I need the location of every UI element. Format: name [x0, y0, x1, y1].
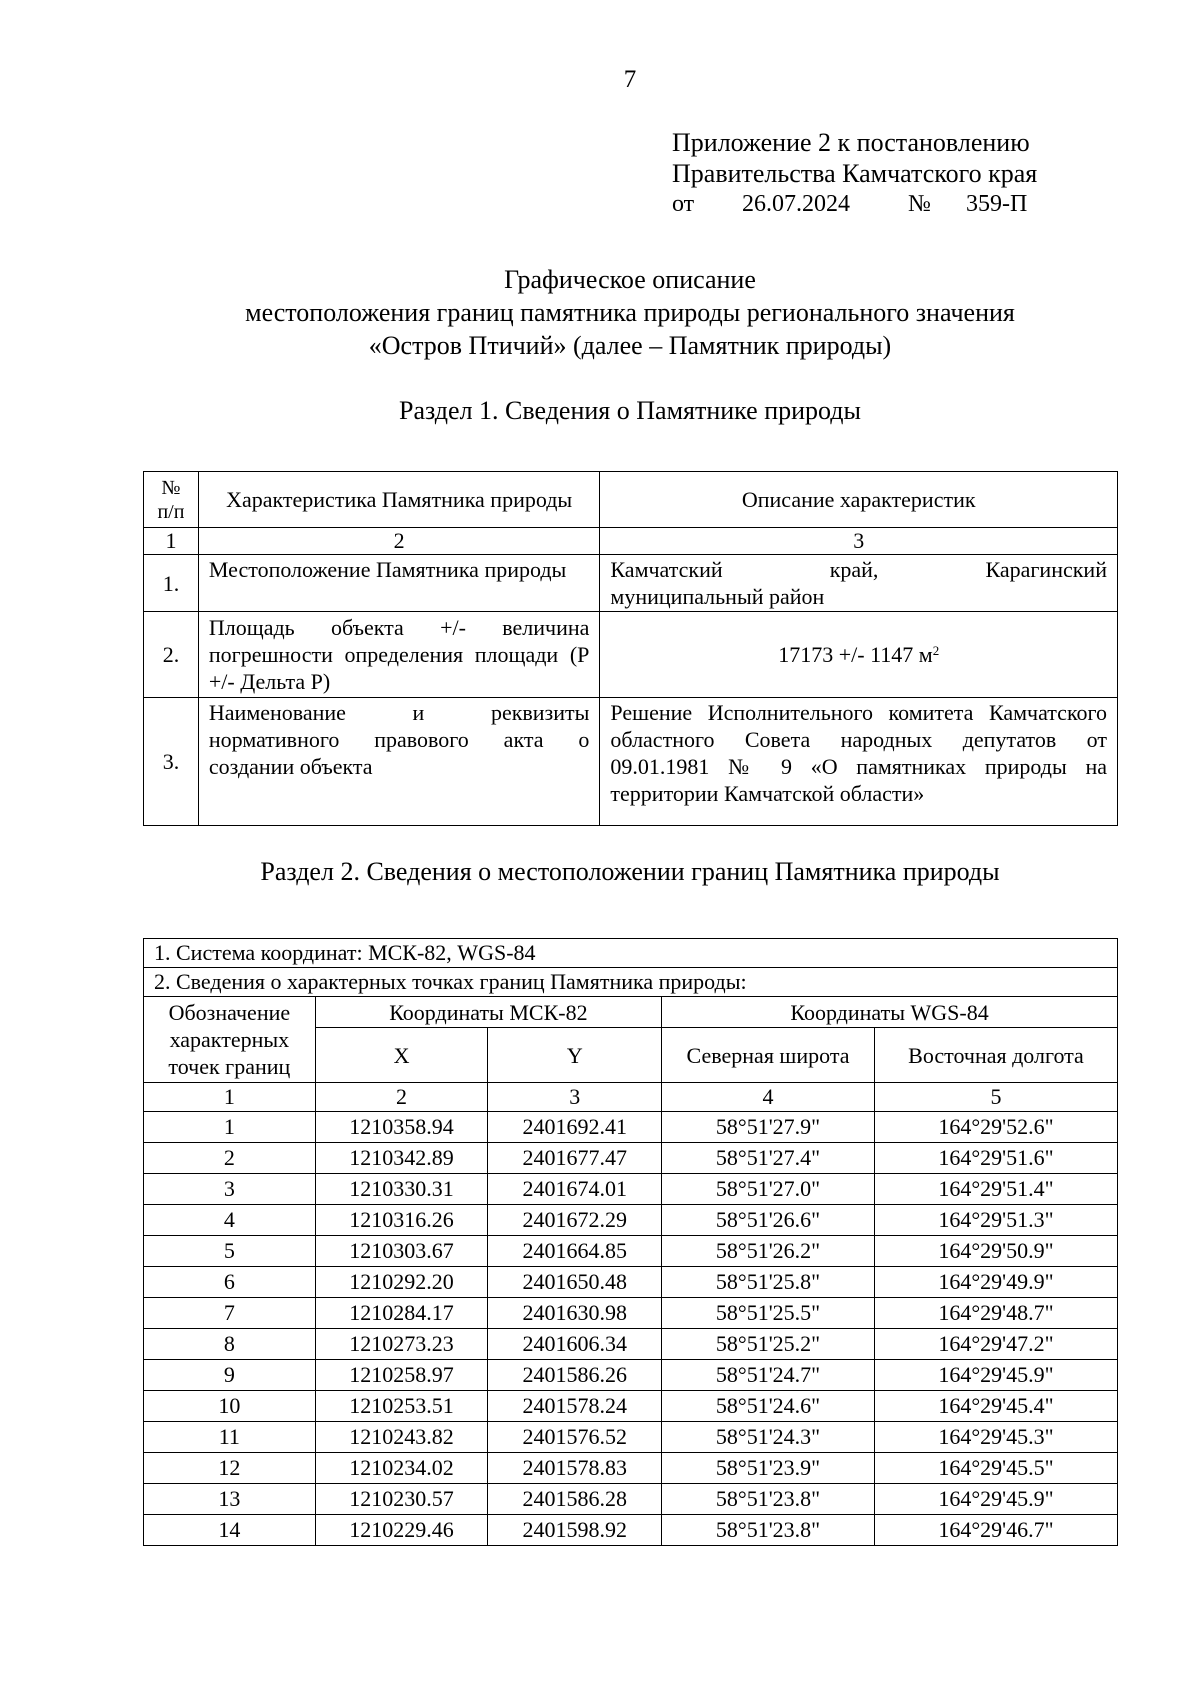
point-y: 2401606.34	[488, 1329, 662, 1360]
point-longitude: 164°29'47.2"	[874, 1329, 1117, 1360]
point-x: 1210292.20	[315, 1267, 488, 1298]
column-index: 3	[488, 1083, 662, 1112]
point-latitude: 58°51'24.7"	[662, 1360, 875, 1391]
column-index-row	[144, 1083, 1118, 1112]
point-longitude: 164°29'51.6"	[874, 1143, 1117, 1174]
point-x: 1210284.17	[315, 1298, 488, 1329]
point-id: 7	[144, 1298, 316, 1329]
row-number: 2.	[144, 612, 199, 698]
point-id: 11	[144, 1422, 316, 1453]
title-line-2: местоположения границ памятника природы регионального значения	[245, 298, 1015, 327]
header-msk-group: Координаты МСК-82	[315, 997, 661, 1028]
appendix-block	[672, 127, 1037, 220]
table-row	[144, 1267, 1118, 1298]
coord-system-row	[144, 939, 1118, 968]
point-latitude: 58°51'25.2"	[662, 1329, 875, 1360]
point-longitude: 164°29'49.9"	[874, 1267, 1117, 1298]
points-body	[144, 1112, 1118, 1546]
point-longitude: 164°29'46.7"	[874, 1515, 1117, 1546]
points-info: 2. Сведения о характерных точках границ Памятника природы:	[144, 968, 1118, 997]
title-line-1: Графическое описание	[504, 265, 756, 294]
column-index: 3	[600, 528, 1118, 555]
table-row	[144, 1515, 1118, 1546]
point-x: 1210316.26	[315, 1205, 488, 1236]
row-description: Решение Исполнительного комитета Камчатского областного Совета народных депутатов от 09.01.1981 № 9 «О памятниках природы на территории Камчатской области»	[600, 698, 1118, 826]
point-x: 1210358.94	[315, 1112, 488, 1143]
point-id: 12	[144, 1453, 316, 1484]
table-row	[144, 1360, 1118, 1391]
point-latitude: 58°51'24.6"	[662, 1391, 875, 1422]
point-latitude: 58°51'23.8"	[662, 1484, 875, 1515]
point-y: 2401578.24	[488, 1391, 662, 1422]
header-x: X	[315, 1028, 488, 1083]
point-y: 2401598.92	[488, 1515, 662, 1546]
point-longitude: 164°29'45.9"	[874, 1484, 1117, 1515]
header-designation: Обозначение характерных точек границ	[144, 997, 316, 1083]
point-x: 1210273.23	[315, 1329, 488, 1360]
point-longitude: 164°29'45.3"	[874, 1422, 1117, 1453]
point-longitude: 164°29'45.9"	[874, 1360, 1117, 1391]
characteristics-table	[143, 471, 1118, 826]
section-1-heading: Раздел 1. Сведения о Памятнике природы	[399, 396, 861, 425]
appendix-line-1: Приложение 2 к постановлению	[672, 128, 1030, 157]
header-east-longitude: Восточная долгота	[874, 1028, 1117, 1083]
point-y: 2401692.41	[488, 1112, 662, 1143]
point-longitude: 164°29'50.9"	[874, 1236, 1117, 1267]
row-characteristic: Местоположение Памятника природы	[198, 555, 600, 612]
point-x: 1210258.97	[315, 1360, 488, 1391]
table-row	[144, 1422, 1118, 1453]
point-y: 2401586.28	[488, 1484, 662, 1515]
table-row	[144, 1205, 1118, 1236]
resolution-number: 359-П	[966, 191, 1028, 217]
row-description	[600, 612, 1118, 698]
point-longitude: 164°29'52.6"	[874, 1112, 1117, 1143]
point-id: 5	[144, 1236, 316, 1267]
description-word: Карагинский	[985, 557, 1107, 582]
table-row	[144, 698, 1118, 826]
point-id: 6	[144, 1267, 316, 1298]
table-row	[144, 1484, 1118, 1515]
column-index: 5	[874, 1083, 1117, 1112]
point-latitude: 58°51'26.6"	[662, 1205, 875, 1236]
table-row	[144, 1391, 1118, 1422]
point-x: 1210229.46	[315, 1515, 488, 1546]
header-number-sign: №	[161, 476, 181, 499]
point-x: 1210253.51	[315, 1391, 488, 1422]
description-word: Камчатский	[610, 557, 723, 582]
coord-system: 1. Система координат: МСК-82, WGS-84	[144, 939, 1118, 968]
area-unit-exponent: 2	[932, 643, 940, 658]
point-latitude: 58°51'25.8"	[662, 1267, 875, 1298]
from-label: от	[672, 191, 695, 217]
header-description: Описание характеристик	[600, 472, 1118, 528]
column-index: 4	[662, 1083, 875, 1112]
header-north-latitude: Северная широта	[662, 1028, 875, 1083]
group-header-row	[144, 997, 1118, 1028]
point-y: 2401650.48	[488, 1267, 662, 1298]
point-longitude: 164°29'51.4"	[874, 1174, 1117, 1205]
point-id: 10	[144, 1391, 316, 1422]
boundary-points-table	[143, 938, 1118, 1546]
section-2-heading: Раздел 2. Сведения о местоположении границ Памятника природы	[260, 857, 1000, 886]
point-id: 3	[144, 1174, 316, 1205]
point-y: 2401664.85	[488, 1236, 662, 1267]
point-y: 2401672.29	[488, 1205, 662, 1236]
table-row	[144, 1329, 1118, 1360]
description-line: муниципальный район	[610, 584, 825, 609]
title-line-3: «Остров Птичий» (далее – Памятник природы)	[368, 331, 892, 360]
resolution-date: 26.07.2024	[742, 191, 850, 217]
point-latitude: 58°51'25.5"	[662, 1298, 875, 1329]
column-index: 1	[144, 1083, 316, 1112]
point-longitude: 164°29'45.5"	[874, 1453, 1117, 1484]
point-id: 4	[144, 1205, 316, 1236]
point-x: 1210342.89	[315, 1143, 488, 1174]
appendix-date-line	[672, 189, 1037, 220]
table-row	[144, 1453, 1118, 1484]
column-index: 2	[198, 528, 600, 555]
point-x: 1210243.82	[315, 1422, 488, 1453]
document-title	[0, 263, 1200, 362]
row-characteristic: Площадь объекта +/- величина погрешности определения площади (Р +/- Дельта Р)	[198, 612, 600, 698]
point-y: 2401674.01	[488, 1174, 662, 1205]
appendix-line-2: Правительства Камчатского края	[672, 159, 1038, 188]
point-id: 1	[144, 1112, 316, 1143]
column-index: 2	[315, 1083, 488, 1112]
table-row	[144, 612, 1118, 698]
header-number-abbr: п/п	[157, 500, 185, 523]
point-id: 8	[144, 1329, 316, 1360]
point-latitude: 58°51'24.3"	[662, 1422, 875, 1453]
table-row	[144, 1174, 1118, 1205]
number-sign: №	[908, 191, 931, 217]
point-longitude: 164°29'45.4"	[874, 1391, 1117, 1422]
table-row	[144, 555, 1118, 612]
table-row	[144, 1112, 1118, 1143]
point-latitude: 58°51'27.4"	[662, 1143, 875, 1174]
area-value: 17173 +/- 1147 м	[778, 642, 933, 667]
point-y: 2401576.52	[488, 1422, 662, 1453]
point-id: 13	[144, 1484, 316, 1515]
header-wgs-group: Координаты WGS-84	[662, 997, 1118, 1028]
table-header-row	[144, 472, 1118, 528]
point-longitude: 164°29'51.3"	[874, 1205, 1117, 1236]
point-latitude: 58°51'27.0"	[662, 1174, 875, 1205]
table-row	[144, 1236, 1118, 1267]
point-x: 1210303.67	[315, 1236, 488, 1267]
point-latitude: 58°51'23.9"	[662, 1453, 875, 1484]
point-y: 2401677.47	[488, 1143, 662, 1174]
row-number: 3.	[144, 698, 199, 826]
table-row	[144, 1298, 1118, 1329]
point-id: 2	[144, 1143, 316, 1174]
point-latitude: 58°51'26.2"	[662, 1236, 875, 1267]
description-word: край,	[829, 557, 879, 582]
header-characteristic: Характеристика Памятника природы	[198, 472, 600, 528]
column-index: 1	[144, 528, 199, 555]
point-longitude: 164°29'48.7"	[874, 1298, 1117, 1329]
point-latitude: 58°51'23.8"	[662, 1515, 875, 1546]
header-y: Y	[488, 1028, 662, 1083]
row-number: 1.	[144, 555, 199, 612]
point-id: 14	[144, 1515, 316, 1546]
point-x: 1210330.31	[315, 1174, 488, 1205]
header-number	[144, 472, 199, 528]
row-description	[600, 555, 1118, 612]
point-x: 1210230.57	[315, 1484, 488, 1515]
point-id: 9	[144, 1360, 316, 1391]
point-y: 2401578.83	[488, 1453, 662, 1484]
row-characteristic: Наименование и реквизиты нормативного правового акта о создании объекта	[198, 698, 600, 826]
point-y: 2401586.26	[488, 1360, 662, 1391]
points-info-row	[144, 968, 1118, 997]
page-number: 7	[623, 66, 637, 93]
point-y: 2401630.98	[488, 1298, 662, 1329]
column-index-row	[144, 528, 1118, 555]
point-x: 1210234.02	[315, 1453, 488, 1484]
point-latitude: 58°51'27.9"	[662, 1112, 875, 1143]
table-row	[144, 1143, 1118, 1174]
